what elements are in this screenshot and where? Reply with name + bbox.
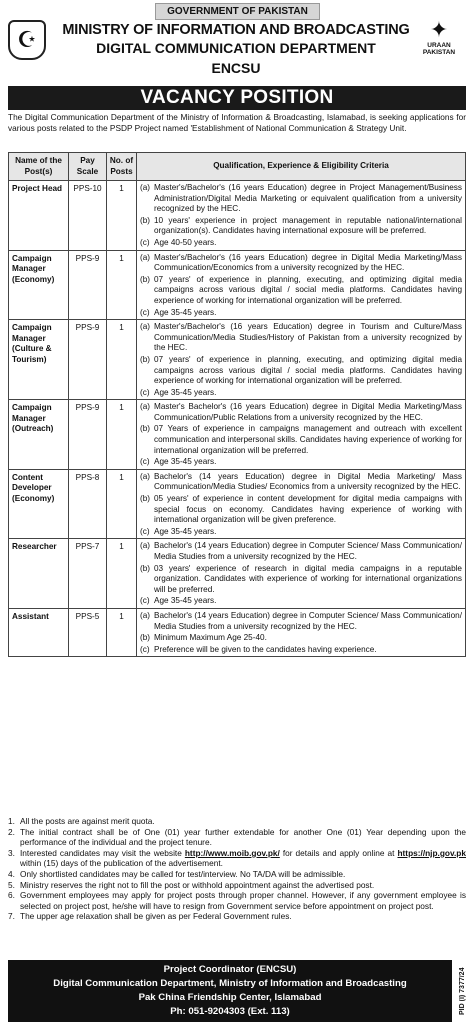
state-emblem-icon: ☪: [8, 20, 46, 60]
table-row: [9, 320, 466, 400]
criteria-text: Preference will be given to the candidates having experience.: [154, 644, 377, 654]
number-of-posts: 1: [107, 469, 137, 539]
criteria-item: [140, 633, 462, 644]
notes-list: [8, 816, 466, 922]
criteria-label: (b): [140, 274, 151, 284]
criteria-text: Master's Bachelor's (16 years Education) degree in Digital Media Marketing/Mass Communication/Public Relations from a university recognized by the HEC.: [154, 402, 462, 422]
criteria-text: Master's/Bachelor's (16 years Education) degree in Tourism and Culture/Mass Communication/Media Studies/History of Pakistan from a university recognized by the HEC.: [154, 322, 462, 353]
criteria-text: Master's/Bachelor's (16 years Education) degree in Digital Media Marketing/Mass Communication/Economics from a university recognized by the HEC.: [154, 252, 462, 273]
number-of-posts: 1: [107, 539, 137, 609]
number-of-posts: 1: [107, 400, 137, 470]
criteria-label: (c): [140, 596, 150, 606]
criteria-item: [140, 527, 462, 538]
criteria-label: (a): [140, 471, 151, 481]
header-criteria: Qualification, Experience & Eligibility Criteria: [137, 153, 466, 181]
table-row: [9, 400, 466, 470]
criteria-label: (c): [140, 237, 150, 247]
criteria-label: (a): [140, 322, 151, 332]
criteria-text: Age 35-45 years.: [154, 387, 217, 397]
criteria-label: (b): [140, 424, 151, 434]
footer-phone: Ph: 051-9204303 (Ext. 113): [170, 1006, 290, 1017]
pay-scale: PPS-9: [69, 320, 107, 400]
note-text-part: for details and apply online at: [279, 847, 398, 858]
note-number: 4.: [8, 868, 15, 879]
criteria-label: (c): [140, 526, 150, 536]
criteria-text: 05 years' of experience in content development for digital media campaigns with special focus on economy. Candidates having experience of working with international organization will be given preference.: [154, 494, 462, 525]
criteria-text: Bachelor's (14 years Education) degree in Computer Science/ Mass Communication/ Media Studies from a university recognized by the HEC.: [154, 610, 462, 631]
note-text: Ministry reserves the right not to fill the post or withhold appointment against the advertised post.: [20, 879, 375, 890]
department-title: DIGITAL COMMUNICATION DEPARTMENT: [96, 40, 376, 56]
post-name: Campaign Manager (Culture & Tourism): [9, 320, 69, 400]
criteria-label: (c): [140, 457, 150, 467]
criteria-label: (b): [140, 633, 151, 643]
table-row: [9, 608, 466, 656]
footer-coordinator: Project Coordinator (ENCSU): [163, 964, 297, 975]
criteria-text: Age 35-45 years.: [154, 307, 217, 317]
criteria-label: (a): [140, 402, 151, 412]
pid-number: PID (I) 7377/24: [459, 967, 466, 1015]
criteria-label: (b): [140, 215, 151, 225]
criteria-text: 03 years' experience of research in digital media campaigns in a reputable organization. Candidates with experience of working for international organizations will be preferred.: [154, 563, 462, 594]
pay-scale: PPS-7: [69, 539, 107, 609]
intro-paragraph: The Digital Communication Department of the Ministry of Information & Broadcasting, Islamabad, is seeking applications for various posts related to the PSDP Project named 'Establishment of National Communication & Strategy Unit.: [8, 112, 466, 133]
note-text: The upper age relaxation shall be given as per Federal Government rules.: [20, 911, 292, 922]
uraan-logo-text: URAAN PAKISTAN: [422, 42, 456, 56]
note-number: 5.: [8, 879, 15, 890]
uraan-logo-icon: ✦: [429, 17, 449, 42]
note-number: 3.: [8, 847, 15, 858]
criteria-text: Bachelor's (14 years Education) degree in Digital Media Marketing/ Mass Communication/Media Studies/ Economics from a university recognized by the HEC.: [154, 471, 462, 492]
ministry-title: MINISTRY OF INFORMATION AND BROADCASTING: [62, 22, 410, 38]
criteria-text: Bachelor's (14 years Education) degree in Computer Science/ Mass Communication/ Media Studies from a university recognized by the HEC.: [154, 541, 462, 561]
table-row: [9, 539, 466, 609]
number-of-posts: 1: [107, 250, 137, 320]
note-item: [8, 848, 466, 869]
pay-scale: PPS-10: [69, 181, 107, 251]
note-text: [20, 848, 466, 869]
vacancy-title: VACANCY POSITION: [8, 86, 466, 110]
note-item: [8, 890, 466, 911]
criteria-text: Age 35-45 years.: [154, 596, 217, 606]
criteria-item: [140, 275, 462, 307]
contact-footer: [8, 960, 452, 1022]
note-text: Government employees may apply for project posts through proper channel. However, if any government employee is selected on project post, he/she will have to resign from Government service before appointment on project post.: [20, 890, 466, 911]
note-item: [8, 816, 466, 827]
criteria-text: 10 years' experience in project management in reputable national/international organization(s). Candidates having international exposure will be preferred.: [154, 215, 462, 236]
note-text: The initial contract shall be of One (01) year further extendable for another One (01) Year depending upon the performance of the individual and the project tenure.: [20, 826, 466, 848]
criteria-item: [140, 611, 462, 632]
criteria-text: Minimum Maximum Age 25-40.: [154, 633, 267, 643]
posts-table: [8, 152, 466, 657]
eligibility-criteria: [137, 400, 466, 470]
criteria-item: [140, 494, 462, 526]
post-name: Project Head: [9, 181, 69, 251]
unit-title: ENCSU: [211, 60, 261, 76]
note-text: Only shortlisted candidates may be called for test/interview. No TA/DA will be admissible.: [20, 868, 346, 879]
eligibility-criteria: [137, 250, 466, 320]
criteria-item: [140, 541, 462, 562]
post-name: Campaign Manager (Economy): [9, 250, 69, 320]
pay-scale: PPS-9: [69, 250, 107, 320]
criteria-label: (b): [140, 354, 151, 364]
eligibility-criteria: [137, 320, 466, 400]
criteria-label: (a): [140, 610, 151, 620]
note-number: 1.: [8, 816, 15, 826]
number-of-posts: 1: [107, 320, 137, 400]
pay-scale: PPS-5: [69, 608, 107, 656]
criteria-text: 07 years' of experience in planning, executing, and optimizing digital media campaigns across various digital / social media platforms. Candidates having experience of working for international organization will be preferred.: [154, 354, 462, 386]
criteria-item: [140, 424, 462, 456]
eligibility-criteria: [137, 539, 466, 609]
number-of-posts: 1: [107, 608, 137, 656]
eligibility-criteria: [137, 181, 466, 251]
post-name: Assistant: [9, 608, 69, 656]
note-number: 2.: [8, 826, 15, 837]
criteria-label: (b): [140, 563, 151, 573]
criteria-label: (c): [140, 387, 150, 397]
criteria-item: [140, 457, 462, 468]
uraan-pakistan-logo: [414, 18, 464, 64]
criteria-text: 07 Years of experience in campaigns management and outreach with excellent communication and interpersonal skills. Candidates having experience of working for international organization will be preferred.: [154, 424, 462, 455]
criteria-item: [140, 402, 462, 423]
note-number: 7.: [8, 911, 15, 922]
criteria-item: [140, 183, 462, 215]
criteria-item: [140, 564, 462, 596]
moib-website-link[interactable]: http://www.moib.gov.pk/: [184, 847, 280, 858]
note-item: [8, 827, 466, 848]
header-no-of-posts: No. of Posts: [107, 153, 137, 181]
note-number: 6.: [8, 890, 15, 901]
criteria-text: Age 35-45 years.: [154, 457, 217, 467]
note-text-part: Interested candidates may visit the website: [20, 847, 185, 858]
criteria-label: (c): [140, 644, 150, 654]
note-item: [8, 869, 466, 880]
criteria-label: (c): [140, 307, 150, 317]
criteria-label: (a): [140, 183, 151, 192]
criteria-text: Master's/Bachelor's (16 years Education) degree in Project Management/Business Administration/Digital Media Marketing or equivalent qualification from a university recognized by the HEC.: [154, 183, 462, 214]
eligibility-criteria: [137, 469, 466, 539]
note-text: All the posts are against merit quota.: [20, 816, 155, 826]
footer-address: Pak China Friendship Center, Islamabad: [138, 992, 322, 1003]
criteria-text: Age 40-50 years.: [154, 237, 217, 247]
criteria-item: [140, 238, 462, 249]
footer-department: Digital Communication Department, Ministry of Information and Broadcasting: [53, 978, 407, 989]
table-header-row: [9, 153, 466, 181]
header: [0, 0, 474, 86]
post-name: Content Developer (Economy): [9, 469, 69, 539]
criteria-item: [140, 645, 462, 656]
note-text-part: within (15) days of the publication of the advertisement.: [20, 858, 223, 869]
table-row: [9, 469, 466, 539]
post-name: Researcher: [9, 539, 69, 609]
pay-scale: PPS-9: [69, 400, 107, 470]
criteria-item: [140, 388, 462, 399]
criteria-text: 07 years' of experience in planning, executing, and optimizing digital media campaigns across various digital / social media platforms. Candidates having experience of working for international organization will be preferred.: [154, 274, 462, 305]
criteria-item: [140, 216, 462, 237]
criteria-text: Age 35-45 years.: [154, 526, 217, 536]
njp-apply-link[interactable]: https://njp.gov.pk: [397, 847, 466, 858]
criteria-item: [140, 308, 462, 319]
header-pay-scale: Pay Scale: [69, 153, 107, 181]
criteria-label: (b): [140, 494, 151, 504]
criteria-label: (a): [140, 252, 151, 262]
table-row: [9, 250, 466, 320]
post-name: Campaign Manager (Outreach): [9, 400, 69, 470]
note-item: [8, 880, 466, 891]
header-post-name: Name of the Post(s): [9, 153, 69, 181]
table-row: [9, 181, 466, 251]
number-of-posts: 1: [107, 181, 137, 251]
eligibility-criteria: [137, 608, 466, 656]
government-banner: GOVERNMENT OF PAKISTAN: [155, 3, 320, 20]
criteria-item: [140, 355, 462, 387]
note-item: [8, 911, 466, 922]
pay-scale: PPS-8: [69, 469, 107, 539]
criteria-item: [140, 596, 462, 607]
criteria-label: (a): [140, 541, 151, 551]
criteria-item: [140, 253, 462, 274]
criteria-item: [140, 472, 462, 493]
criteria-item: [140, 322, 462, 354]
